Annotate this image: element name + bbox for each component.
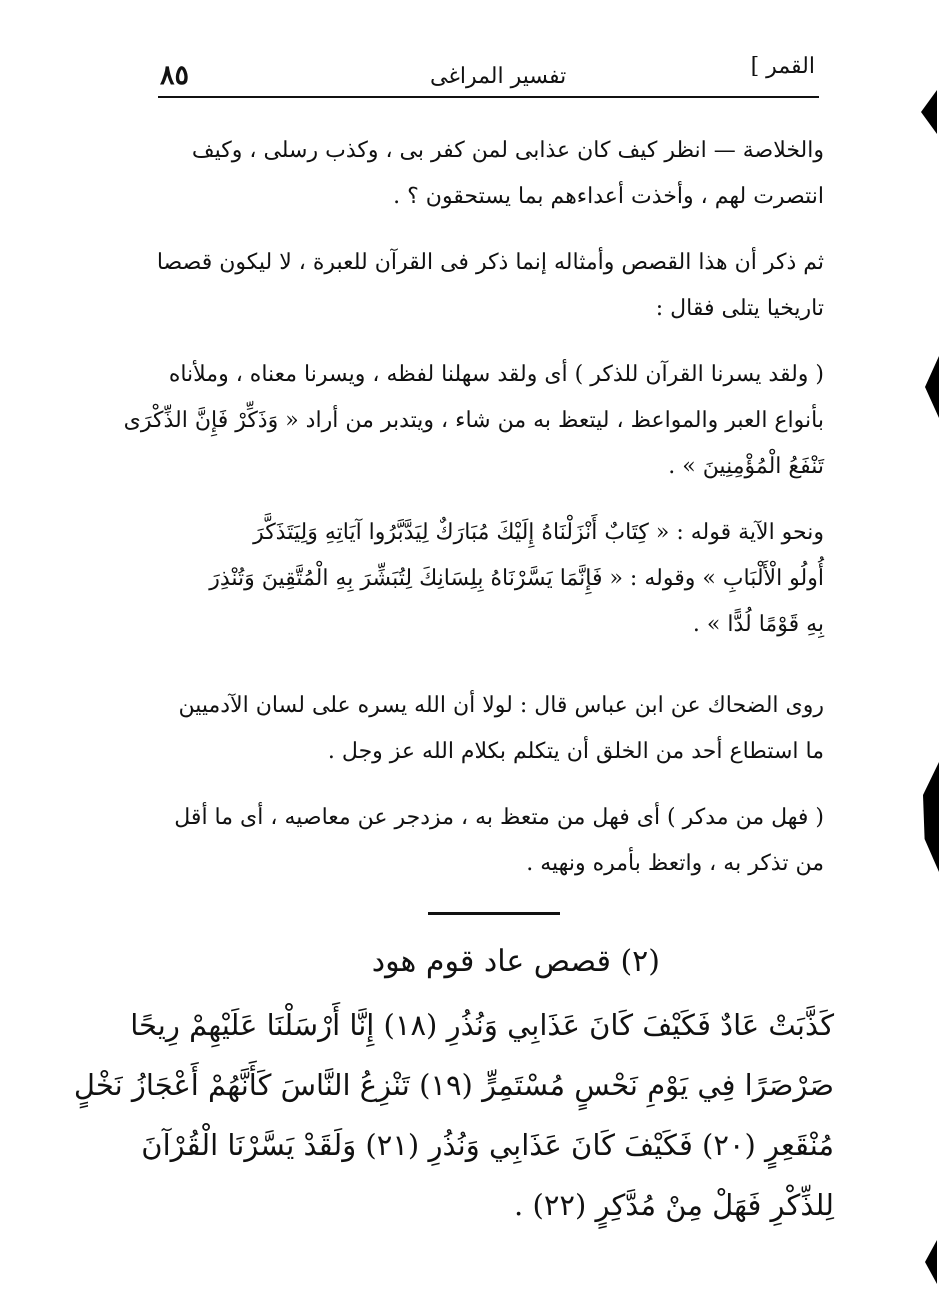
section-divider bbox=[428, 912, 560, 915]
text-line: انتصرت لهم ، وأخذت أعداءهم بما يستحقون ؟ . bbox=[393, 184, 824, 209]
text-line: والخلاصة — انظر كيف كان عذابى لمن كفر بى ، وكذب رسلى ، وكيف bbox=[191, 138, 824, 163]
text-line: أُولُو الْأَلْبَابِ » وقوله : « فَإِنَّمَا يَسَّرْنَاهُ بِلِسَانِكَ لِتُبَشِّرَ بِهِ الْمُتَّقِينَ وَتُنْذِرَ bbox=[209, 566, 824, 591]
text-line: تاريخيا يتلى فقال : bbox=[655, 296, 824, 321]
text-line: روى الضحاك عن ابن عباس قال : لولا أن الله يسره على لسان الآدميين bbox=[178, 693, 824, 718]
text-line: ( فهل من مدكر ) أى فهل من متعظ به ، مزدجر عن معاصيه ، أى ما أقل bbox=[174, 805, 824, 830]
text-line: ونحو الآية قوله : « كِتَابٌ أَنْزَلْنَاهُ إِلَيْكَ مُبَارَكٌ لِيَدَّبَّرُوا آيَاتِهِ وَلِيَتَذَكَّرَ bbox=[253, 520, 824, 545]
book-title: تفسير المراغى bbox=[430, 64, 567, 89]
text-line: ( ولقد يسرنا القرآن للذكر ) أى ولقد سهلنا لفظه ، ويسرنا معناه ، وملأناه bbox=[168, 362, 824, 387]
header-rule bbox=[158, 96, 819, 98]
text-line: بأنواع العبر والمواعظ ، ليتعظ به من شاء ، ويتدبر من أراد « وَذَكِّرْ فَإِنَّ الذِّكْرَى bbox=[123, 408, 824, 433]
surah-name: القمر ] bbox=[750, 54, 815, 79]
section-heading: (٢) قصص عاد قوم هود bbox=[371, 944, 660, 979]
summary-paragraph bbox=[152, 128, 824, 220]
text-line: ثم ذكر أن هذا القصص وأمثاله إنما ذكر فى القرآن للعبرة ، لا ليكون قصصا bbox=[156, 250, 824, 275]
verse-line: لِلذِّكْرِ فَهَلْ مِنْ مُدَّكِرٍ (٢٢) . bbox=[514, 1188, 834, 1222]
text-line: من تذكر به ، واتعظ بأمره ونهيه . bbox=[526, 851, 824, 876]
story-paragraph bbox=[152, 240, 824, 332]
text-line: ما استطاع أحد من الخلق أن يتكلم بكلام الله عز وجل . bbox=[327, 739, 824, 764]
scan-edge-mark bbox=[923, 762, 939, 872]
dahhak-paragraph bbox=[152, 683, 824, 775]
page-number: ٨٥ bbox=[160, 60, 190, 91]
quran-verses-block bbox=[73, 995, 834, 1235]
verse-line: مُنْقَعِرٍ (٢٠) فَكَيْفَ كَانَ عَذَابِي وَنُذُرِ (٢١) وَلَقَدْ يَسَّرْنَا الْقُرْآنَ bbox=[141, 1128, 834, 1162]
muddakir-paragraph bbox=[152, 795, 824, 887]
scan-edge-mark bbox=[921, 90, 937, 134]
text-line: بِهِ قَوْمًا لُدًّا » . bbox=[692, 612, 824, 637]
similar-verses-paragraph bbox=[152, 510, 824, 648]
scan-edge-mark bbox=[925, 1240, 937, 1284]
text-line: تَنْفَعُ الْمُؤْمِنِينَ » . bbox=[668, 454, 824, 479]
verse17-commentary bbox=[123, 352, 824, 490]
verse-line: كَذَّبَتْ عَادٌ فَكَيْفَ كَانَ عَذَابِي وَنُذُرِ (١٨) إِنَّا أَرْسَلْنَا عَلَيْهِمْ رِيحًا bbox=[130, 1008, 834, 1042]
verse-line: صَرْصَرًا فِي يَوْمِ نَحْسٍ مُسْتَمِرٍّ (١٩) تَنْزِعُ النَّاسَ كَأَنَّهُمْ أَعْجَازُ نَخْلٍ bbox=[73, 1068, 834, 1102]
scan-edge-mark bbox=[925, 356, 939, 418]
